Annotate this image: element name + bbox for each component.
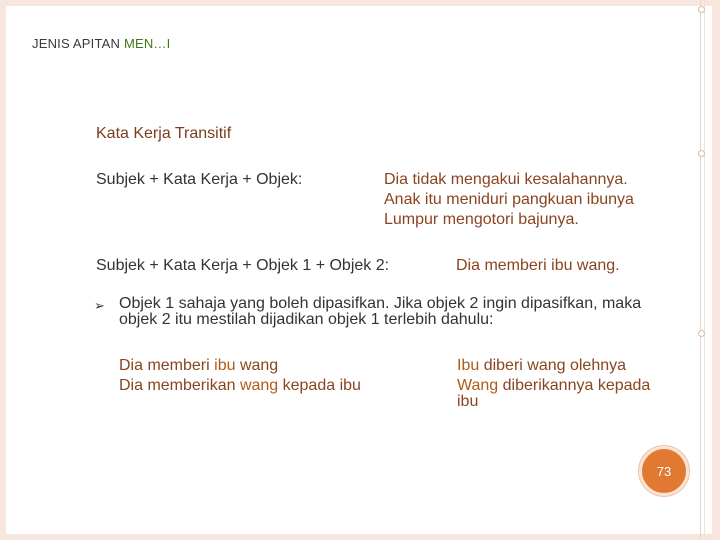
- decorative-dot: [698, 330, 705, 337]
- active-1-c: wang: [235, 357, 279, 374]
- decorative-dot: [698, 150, 705, 157]
- passive-example-2: [457, 376, 650, 396]
- active-example-2: [119, 376, 361, 396]
- active-2-highlight: wang: [239, 377, 279, 394]
- active-1-a: Dia memberi: [119, 357, 215, 374]
- passive-example-3: ibu: [457, 393, 479, 410]
- note-paragraph: Objek 1 sahaja yang boleh dipasifkan. Jika objek 2 ingin dipasifkan, maka objek 2 itu mestilah dijadikan objek 1 terlebih dahulu:: [119, 295, 642, 328]
- decorative-rule: [704, 0, 705, 540]
- passive-1-b: diberi wang olehnya: [479, 357, 627, 374]
- passive-1-highlight: Ibu: [457, 357, 480, 374]
- active-2-a: Dia memberikan: [119, 377, 240, 394]
- frame-left: [0, 0, 6, 540]
- section-heading: Kata Kerja Transitif: [96, 125, 232, 142]
- arrowhead-bullet-icon: ➢: [94, 298, 105, 313]
- page-number-badge: [639, 446, 689, 496]
- active-example-1: [119, 356, 278, 376]
- pattern2-label: Subjek + Kata Kerja + Objek 1 + Objek 2:: [96, 257, 390, 274]
- slide-title-accent: MEN…I: [123, 36, 171, 51]
- pattern2-example: Dia memberi ibu wang.: [456, 257, 620, 274]
- passive-2-highlight: Wang: [457, 377, 499, 394]
- pattern1-example: Anak itu meniduri pangkuan ibunya: [384, 191, 634, 208]
- passive-2-b: diberikannya kepada: [498, 377, 651, 394]
- frame-right: [712, 0, 720, 540]
- slide-title-prefix: JENIS APITAN: [32, 36, 124, 51]
- pattern1-example: Dia tidak mengakui kesalahannya.: [384, 171, 628, 188]
- pattern1-example: Lumpur mengotori bajunya.: [384, 211, 579, 228]
- active-2-c: kepada ibu: [278, 377, 361, 394]
- page-number: 73: [656, 463, 672, 479]
- slide-title: [32, 36, 170, 51]
- decorative-rule: [700, 0, 701, 540]
- decorative-dot: [698, 6, 705, 13]
- frame-bottom: [0, 534, 720, 540]
- frame-top: [0, 0, 720, 6]
- pattern1-label: Subjek + Kata Kerja + Objek:: [96, 171, 303, 188]
- passive-example-1: [457, 356, 626, 376]
- active-1-highlight: ibu: [214, 357, 236, 374]
